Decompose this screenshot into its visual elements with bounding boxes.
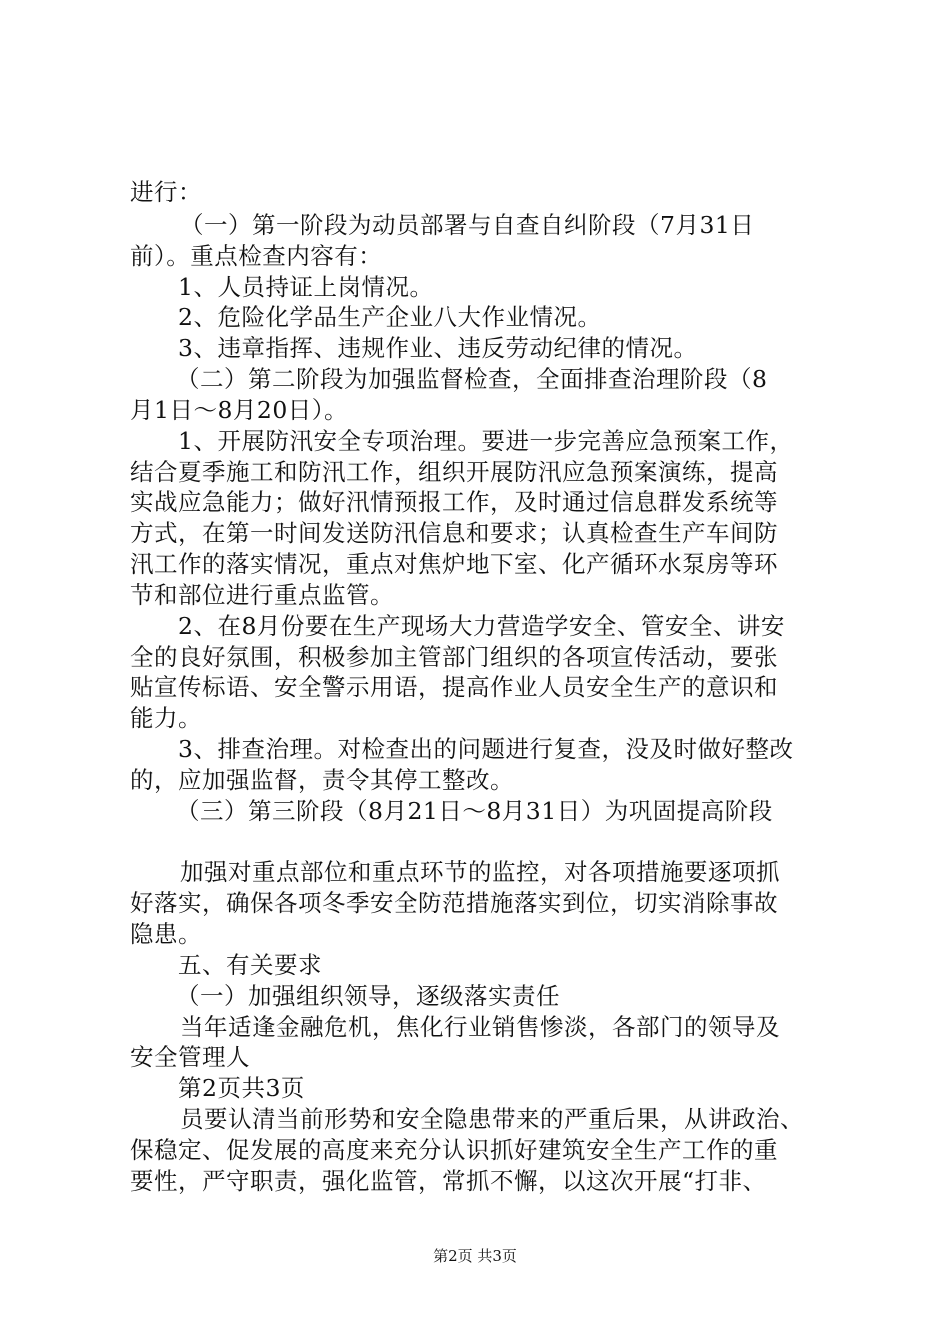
text-line: 加强对重点部位和重点环节的监控，对各项措施要逐项抓 (180, 858, 780, 886)
text-line: 1、人员持证上岗情况。 (178, 273, 434, 301)
text-line: 3、排查治理。对检查出的问题进行复查，没及时做好整改 (178, 735, 794, 763)
text-line: 五、有关要求 (178, 951, 322, 979)
text-line: 的，应加强监督，责令其停工整改。 (130, 766, 514, 794)
text-line: 保稳定、促发展的高度来充分认识抓好建筑安全生产工作的重 (130, 1136, 778, 1164)
text-line: 当年适逢金融危机，焦化行业销售惨淡，各部门的领导及 (180, 1013, 780, 1041)
text-line: （一）第一阶段为动员部署与自查自纠阶段（7月31日 (180, 211, 755, 239)
text-line: 好落实，确保各项冬季安全防范措施落实到位，切实消除事故 (130, 889, 778, 917)
text-line: 贴宣传标语、安全警示用语，提高作业人员安全生产的意识和 (130, 673, 778, 701)
text-line: 能力。 (130, 704, 202, 732)
text-line: 实战应急能力；做好汛情预报工作，及时通过信息群发系统等 (130, 488, 778, 516)
text-line: 员要认清当前形势和安全隐患带来的严重后果，从讲政治、 (180, 1105, 804, 1133)
text-line: （三）第三阶段（8月21日～8月31日）为巩固提高阶段 (176, 797, 773, 825)
text-line: 1、开展防汛安全专项治理。要进一步完善应急预案工作， (178, 427, 794, 455)
text-line: 结合夏季施工和防汛工作，组织开展防汛应急预案演练，提高 (130, 458, 778, 486)
text-line: 2、在8月份要在生产现场大力营造学安全、管安全、讲安 (178, 612, 785, 640)
text-line: 前）。重点检查内容有： (130, 242, 383, 270)
text-line: 2、危险化学品生产企业八大作业情况。 (178, 303, 602, 331)
text-line: 汛工作的落实情况，重点对焦炉地下室、化产循环水泵房等环 (130, 550, 778, 578)
text-line: 安全管理人 (130, 1043, 250, 1071)
page-footer: 第2页 共3页 (433, 1247, 517, 1265)
text-line: 月1日～8月20日）。 (130, 396, 349, 424)
text-line: （一）加强组织领导，逐级落实责任 (176, 982, 560, 1010)
text-line: 3、违章指挥、违规作业、违反劳动纪律的情况。 (178, 334, 698, 362)
text-line: 第2页共3页 (178, 1074, 305, 1102)
text-line: 节和部位进行重点监管。 (130, 581, 394, 609)
text-line: 要性，严守职责，强化监管，常抓不懈，以这次开展“打非、 (130, 1167, 767, 1195)
text-line: 方式，在第一时间发送防汛信息和要求；认真检查生产车间防 (130, 519, 778, 547)
text-line: 隐患。 (130, 920, 202, 948)
text-line: 进行： (130, 178, 202, 206)
text-line: （二）第二阶段为加强监督检查，全面排查治理阶段（8 (176, 365, 768, 393)
text-line: 全的良好氛围，积极参加主管部门组织的各项宣传活动，要张 (130, 643, 778, 671)
